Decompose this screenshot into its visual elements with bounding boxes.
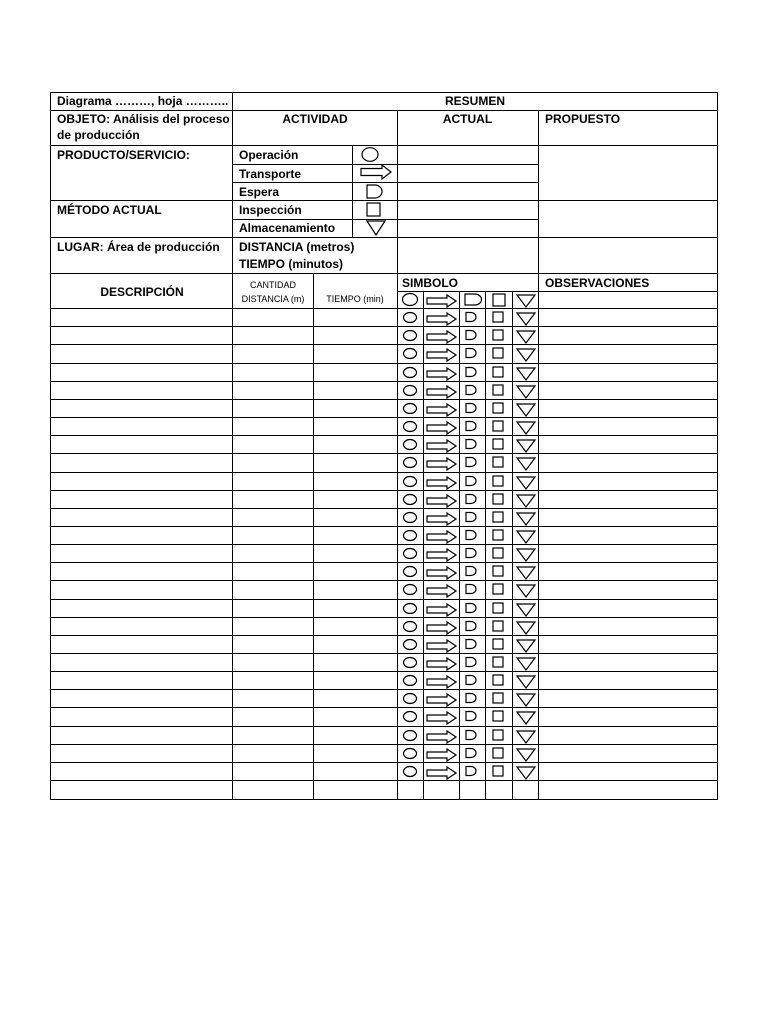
grid-line: [538, 110, 539, 274]
grid-line: [50, 671, 718, 672]
arrow-icon: [426, 385, 458, 399]
circle-icon: [402, 710, 418, 723]
propuesto-label: PROPUESTO: [545, 112, 621, 126]
grid-line: [50, 780, 718, 781]
grid-line: [50, 653, 718, 654]
grid-line: [50, 635, 718, 636]
descripcion-label: DESCRIPCIÓN: [100, 285, 184, 299]
grid-line: [50, 707, 718, 708]
activity-label-almacenamiento: Almacenamiento: [239, 221, 336, 235]
grid-line: [485, 291, 486, 800]
arrow-icon: [426, 766, 458, 780]
simbolo-label: SIMBOLO: [402, 276, 458, 290]
square-icon: [492, 620, 506, 634]
square-icon: [492, 602, 506, 616]
grid-line: [50, 237, 718, 238]
circle-icon: [402, 638, 418, 651]
triangle-icon: [516, 566, 536, 580]
grid-line: [50, 580, 718, 581]
grid-line: [397, 164, 539, 165]
circle-icon: [402, 493, 418, 506]
d-shape-icon: [465, 493, 478, 506]
circle-icon: [402, 456, 418, 469]
triangle-icon: [516, 367, 536, 381]
grid-line: [50, 726, 718, 727]
arrow-icon: [426, 330, 458, 344]
square-icon: [492, 565, 506, 579]
arrow-icon: [426, 294, 458, 308]
grid-line: [50, 799, 718, 800]
grid-line: [233, 164, 398, 165]
triangle-icon: [516, 584, 536, 598]
square-icon: [492, 656, 506, 670]
triangle-icon: [516, 330, 536, 344]
circle-icon: [402, 438, 418, 451]
arrow-icon: [426, 639, 458, 653]
triangle-icon: [516, 385, 536, 399]
arrow-icon: [426, 693, 458, 707]
grid-line: [50, 92, 718, 93]
square-icon: [492, 475, 506, 489]
circle-icon: [402, 674, 418, 687]
grid-line: [352, 145, 353, 238]
arrow-icon: [426, 439, 458, 453]
triangle-icon: [516, 621, 536, 635]
arrow-icon: [426, 548, 458, 562]
circle-icon: [402, 765, 418, 778]
grid-line: [538, 273, 539, 800]
arrow-icon: [426, 367, 458, 381]
actividad-label: ACTIVIDAD: [282, 112, 348, 126]
grid-line: [50, 381, 718, 382]
producto-label: PRODUCTO/SERVICIO:: [57, 148, 190, 162]
arrow-icon: [426, 312, 458, 326]
arrow-icon: [426, 657, 458, 671]
grid-line: [50, 273, 718, 274]
arrow-icon: [426, 421, 458, 435]
actual-label: ACTUAL: [442, 112, 493, 126]
circle-icon: [402, 384, 418, 397]
triangle-icon: [516, 530, 536, 544]
grid-line: [459, 291, 460, 800]
grid-line: [50, 599, 718, 600]
grid-line: [313, 273, 314, 800]
d-shape-icon: [465, 366, 478, 379]
grid-line: [50, 490, 718, 491]
circle-icon: [402, 583, 418, 596]
grid-line: [50, 399, 718, 400]
grid-line: [717, 92, 718, 800]
square-icon: [492, 493, 506, 507]
d-shape-icon: [465, 620, 478, 633]
triangle-icon: [516, 766, 536, 780]
square-icon: [492, 384, 506, 398]
square-icon: [492, 729, 506, 743]
activity-label-transporte: Transporte: [239, 167, 302, 181]
d-shape-icon: [465, 547, 478, 560]
square-icon: [366, 202, 381, 217]
triangle-icon: [516, 476, 536, 490]
square-icon: [492, 529, 506, 543]
activity-label-operacion: Operación: [239, 148, 299, 162]
grid-line: [50, 110, 718, 111]
square-icon: [492, 638, 506, 652]
square-icon: [492, 692, 506, 706]
triangle-icon: [516, 512, 536, 526]
arrow-icon: [426, 730, 458, 744]
square-icon: [492, 329, 506, 343]
grid-line: [232, 92, 233, 800]
grid-line: [50, 617, 718, 618]
triangle-icon: [366, 220, 386, 236]
triangle-icon: [516, 693, 536, 707]
cantidad-label: CANTIDAD: [249, 280, 296, 290]
circle-icon: [402, 547, 418, 560]
circle-icon: [402, 529, 418, 542]
d-shape-icon: [465, 638, 478, 651]
arrow-icon: [426, 621, 458, 635]
grid-line: [50, 762, 718, 763]
circle-icon: [402, 620, 418, 633]
grid-line: [50, 200, 718, 201]
grid-line: [50, 326, 718, 327]
grid-line: [50, 744, 718, 745]
d-shape-icon: [465, 420, 478, 433]
triangle-icon: [516, 548, 536, 562]
d-shape-icon: [366, 184, 384, 199]
circle-icon: [402, 293, 418, 306]
triangle-icon: [516, 730, 536, 744]
square-icon: [492, 438, 506, 452]
triangle-icon: [516, 294, 536, 308]
grid-line: [50, 92, 51, 800]
circle-icon: [402, 511, 418, 524]
d-shape-icon: [465, 674, 478, 687]
circle-icon: [402, 329, 418, 342]
tiempo-label: TIEMPO (minutos): [239, 257, 343, 271]
d-shape-icon: [465, 384, 478, 397]
d-shape-icon: [465, 656, 478, 669]
arrow-icon: [426, 603, 458, 617]
square-icon: [492, 402, 506, 416]
square-icon: [492, 710, 506, 724]
square-icon: [492, 583, 506, 597]
arrow-icon: [426, 530, 458, 544]
arrow-icon: [426, 512, 458, 526]
distancia-label: DISTANCIA (metros): [239, 240, 355, 254]
d-shape-icon: [465, 602, 478, 615]
grid-line: [50, 417, 718, 418]
d-shape-icon: [465, 765, 478, 778]
circle-icon: [402, 366, 418, 379]
grid-line: [233, 219, 539, 220]
circle-icon: [361, 147, 379, 162]
diagram-label: Diagrama ………, hoja ………..: [57, 94, 229, 108]
d-shape-icon: [465, 456, 478, 469]
triangle-icon: [516, 748, 536, 762]
arrow-icon: [426, 476, 458, 490]
tiempo-min-label: TIEMPO (min): [326, 294, 384, 304]
d-shape-icon: [465, 402, 478, 415]
triangle-icon: [516, 348, 536, 362]
triangle-icon: [516, 711, 536, 725]
d-shape-icon: [465, 311, 478, 324]
grid-line: [50, 562, 718, 563]
square-icon: [492, 765, 506, 779]
grid-line: [233, 182, 398, 183]
circle-icon: [402, 747, 418, 760]
square-icon: [492, 674, 506, 688]
distancia-m-label: DISTANCIA (m): [241, 294, 305, 304]
circle-icon: [402, 602, 418, 615]
square-icon: [492, 311, 506, 325]
circle-icon: [402, 402, 418, 415]
grid-line: [50, 508, 718, 509]
grid-line: [50, 435, 718, 436]
grid-line: [50, 344, 718, 345]
d-shape-icon: [465, 565, 478, 578]
grid-line: [50, 308, 718, 309]
triangle-icon: [516, 403, 536, 417]
d-shape-icon: [465, 347, 478, 360]
d-shape-icon: [464, 293, 483, 306]
grid-line: [423, 291, 424, 800]
d-shape-icon: [465, 692, 478, 705]
d-shape-icon: [465, 729, 478, 742]
circle-icon: [402, 656, 418, 669]
circle-icon: [402, 311, 418, 324]
lugar-label: LUGAR: Área de producción: [57, 240, 220, 254]
metodo-label: MÉTODO ACTUAL: [57, 203, 162, 217]
grid-line: [397, 291, 718, 292]
grid-line: [50, 472, 718, 473]
grid-line: [50, 689, 718, 690]
grid-line: [50, 544, 718, 545]
arrow-icon: [426, 675, 458, 689]
resumen-label: RESUMEN: [444, 94, 505, 108]
triangle-icon: [516, 421, 536, 435]
square-icon: [492, 456, 506, 470]
arrow-icon: [426, 584, 458, 598]
grid-line: [397, 182, 539, 183]
circle-icon: [402, 347, 418, 360]
arrow-icon: [360, 164, 392, 180]
square-icon: [492, 547, 506, 561]
square-icon: [492, 511, 506, 525]
grid-line: [50, 453, 718, 454]
square-icon: [492, 347, 506, 361]
grid-line: [50, 363, 718, 364]
arrow-icon: [426, 711, 458, 725]
square-icon: [492, 747, 506, 761]
d-shape-icon: [465, 475, 478, 488]
circle-icon: [402, 565, 418, 578]
grid-line: [50, 145, 718, 146]
d-shape-icon: [465, 438, 478, 451]
grid-line: [50, 526, 718, 527]
objeto-line2: de producción: [57, 128, 140, 142]
arrow-icon: [426, 494, 458, 508]
square-icon: [492, 420, 506, 434]
objeto-line1: OBJETO: Análisis del proceso: [57, 112, 230, 126]
d-shape-icon: [465, 329, 478, 342]
arrow-icon: [426, 748, 458, 762]
activity-label-espera: Espera: [239, 185, 280, 199]
d-shape-icon: [465, 710, 478, 723]
arrow-icon: [426, 348, 458, 362]
circle-icon: [402, 729, 418, 742]
d-shape-icon: [465, 511, 478, 524]
grid-line: [397, 110, 398, 800]
grid-line: [512, 291, 513, 800]
circle-icon: [402, 475, 418, 488]
triangle-icon: [516, 639, 536, 653]
triangle-icon: [516, 439, 536, 453]
arrow-icon: [426, 457, 458, 471]
observaciones-label: OBSERVACIONES: [545, 276, 650, 290]
d-shape-icon: [465, 529, 478, 542]
d-shape-icon: [465, 583, 478, 596]
triangle-icon: [516, 675, 536, 689]
activity-label-inspeccion: Inspección: [239, 203, 302, 217]
arrow-icon: [426, 403, 458, 417]
triangle-icon: [516, 657, 536, 671]
triangle-icon: [516, 494, 536, 508]
d-shape-icon: [465, 747, 478, 760]
square-icon: [492, 293, 506, 307]
triangle-icon: [516, 312, 536, 326]
circle-icon: [402, 420, 418, 433]
square-icon: [492, 366, 506, 380]
triangle-icon: [516, 457, 536, 471]
arrow-icon: [426, 566, 458, 580]
circle-icon: [402, 692, 418, 705]
triangle-icon: [516, 603, 536, 617]
